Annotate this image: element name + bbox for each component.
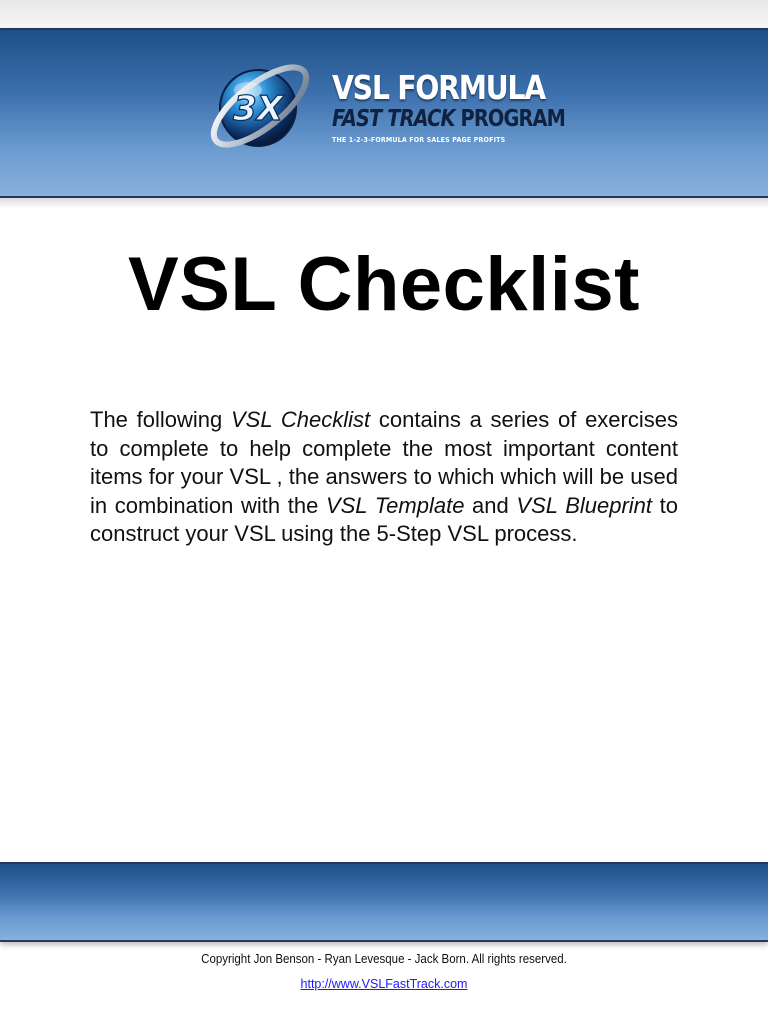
intro-text-4: to construct your VSL using the 5-Step VSL process. — [90, 492, 678, 546]
website-link[interactable]: http://www.VSLFastTrack.com — [300, 977, 468, 991]
intro-paragraph — [90, 406, 678, 549]
page-title: VSL Checklist — [128, 242, 640, 327]
footer-banner — [0, 862, 768, 942]
intro-text-1: The following — [90, 407, 231, 432]
logo-subtitle-italic: FAST TRACK — [332, 106, 455, 132]
copyright-notice: Copyright Jon Benson - Ryan Levesque - Jack Born. All rights reserved. — [201, 952, 567, 966]
emblem-text: 3X — [233, 89, 283, 129]
logo-title: VSL FORMULA — [332, 68, 545, 107]
website-link-container — [0, 977, 768, 991]
header-shadow — [0, 198, 768, 208]
globe-ring-emblem-icon — [202, 48, 320, 166]
program-logo — [196, 36, 566, 196]
logo-subtitle — [332, 106, 565, 132]
logo-tagline: THE 1-2-3-FORMULA FOR SALES PAGE PROFITS — [332, 136, 506, 144]
logo-subtitle-rest: PROGRAM — [460, 106, 566, 132]
top-margin — [0, 0, 768, 28]
intro-text-2: contains a series of exercises to complete to help complete the most important content items for your VSL , the answers to which which will be used in combination with the — [90, 407, 678, 518]
intro-text-3: and — [464, 492, 517, 518]
intro-blueprint-ref: VSL Blueprint — [516, 492, 653, 518]
logo-wordmark — [332, 70, 609, 144]
intro-checklist-ref: VSL Checklist — [231, 407, 371, 432]
header-banner — [0, 28, 768, 198]
intro-template-ref: VSL Template — [325, 492, 465, 518]
